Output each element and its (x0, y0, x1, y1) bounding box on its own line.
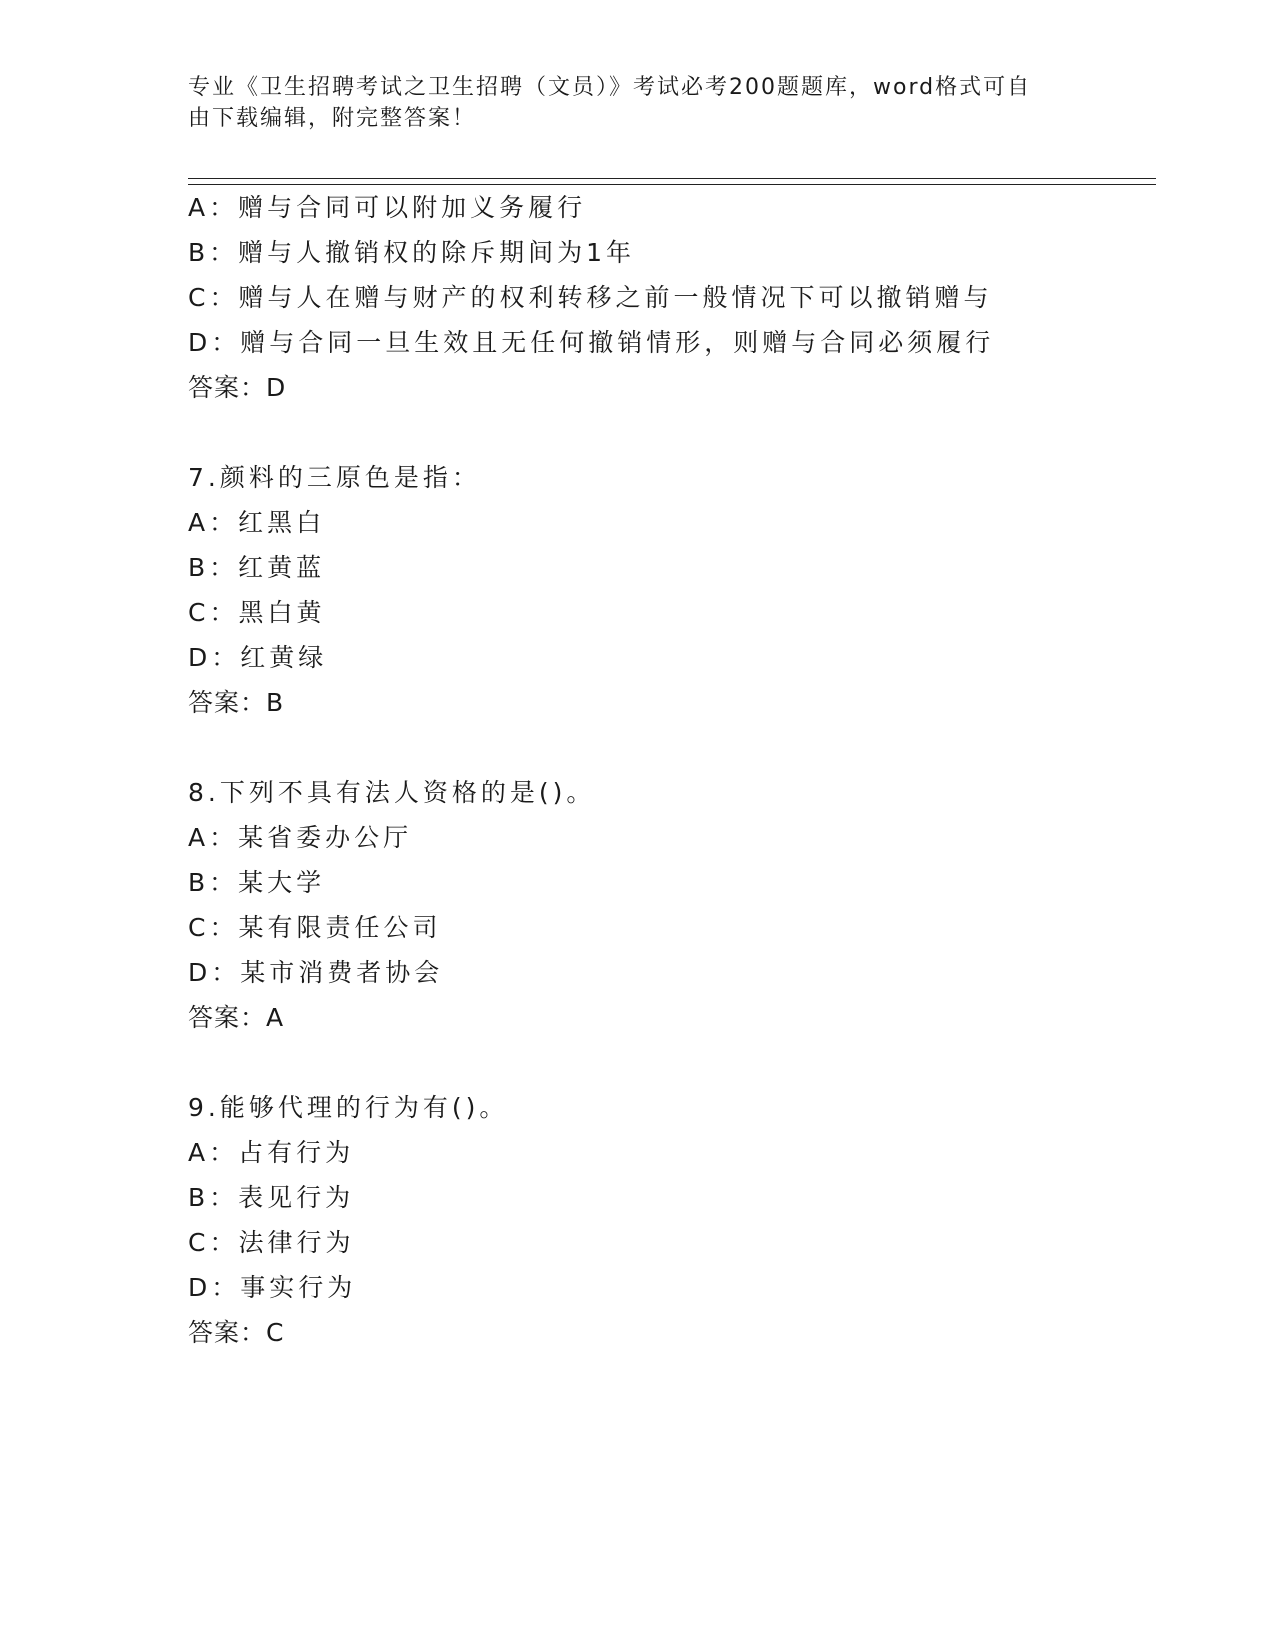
q9-answer: 答案：C (188, 1318, 285, 1347)
q7-option-c: C：黑白黄 (188, 598, 326, 627)
q6-answer: 答案：D (188, 373, 287, 402)
q8-option-c: C：某有限责任公司 (188, 913, 442, 942)
header-line-1: 专业《卫生招聘考试之卫生招聘（文员）》考试必考200题题库，word格式可自 (188, 75, 1032, 100)
q9-option-c: C：法律行为 (188, 1228, 355, 1257)
q7-option-b: B：红黄蓝 (188, 553, 326, 582)
q7-answer: 答案：B (188, 688, 285, 717)
q7-question: 7.颜料的三原色是指： (188, 463, 481, 492)
q7-option-d: D：红黄绿 (188, 643, 328, 672)
q6-option-c: C：赠与人在赠与财产的权利转移之前一般情况下可以撤销赠与 (188, 283, 993, 312)
q6-option-d: D：赠与合同一旦生效且无任何撤销情形，则赠与合同必须履行 (188, 328, 995, 357)
q8-answer: 答案：A (188, 1003, 285, 1032)
q9-question: 9.能够代理的行为有()。 (188, 1093, 509, 1122)
q8-option-a: A：某省委办公厅 (188, 823, 413, 852)
q8-option-b: B：某大学 (188, 868, 326, 897)
q9-option-d: D：事实行为 (188, 1273, 357, 1302)
q8-option-d: D：某市消费者协会 (188, 958, 444, 987)
q7-option-a: A：红黑白 (188, 508, 326, 537)
header-line-2: 由下载编辑，附完整答案！ (188, 106, 477, 131)
q8-question: 8.下列不具有法人资格的是()。 (188, 778, 596, 807)
q6-option-b: B：赠与人撤销权的除斥期间为1年 (188, 238, 636, 267)
q9-option-a: A：占有行为 (188, 1138, 355, 1167)
header-divider-bottom (188, 184, 1156, 185)
document-header (188, 72, 1088, 134)
q9-option-b: B：表见行为 (188, 1183, 355, 1212)
header-divider-top (188, 178, 1156, 179)
q6-option-a: A：赠与合同可以附加义务履行 (188, 193, 587, 222)
